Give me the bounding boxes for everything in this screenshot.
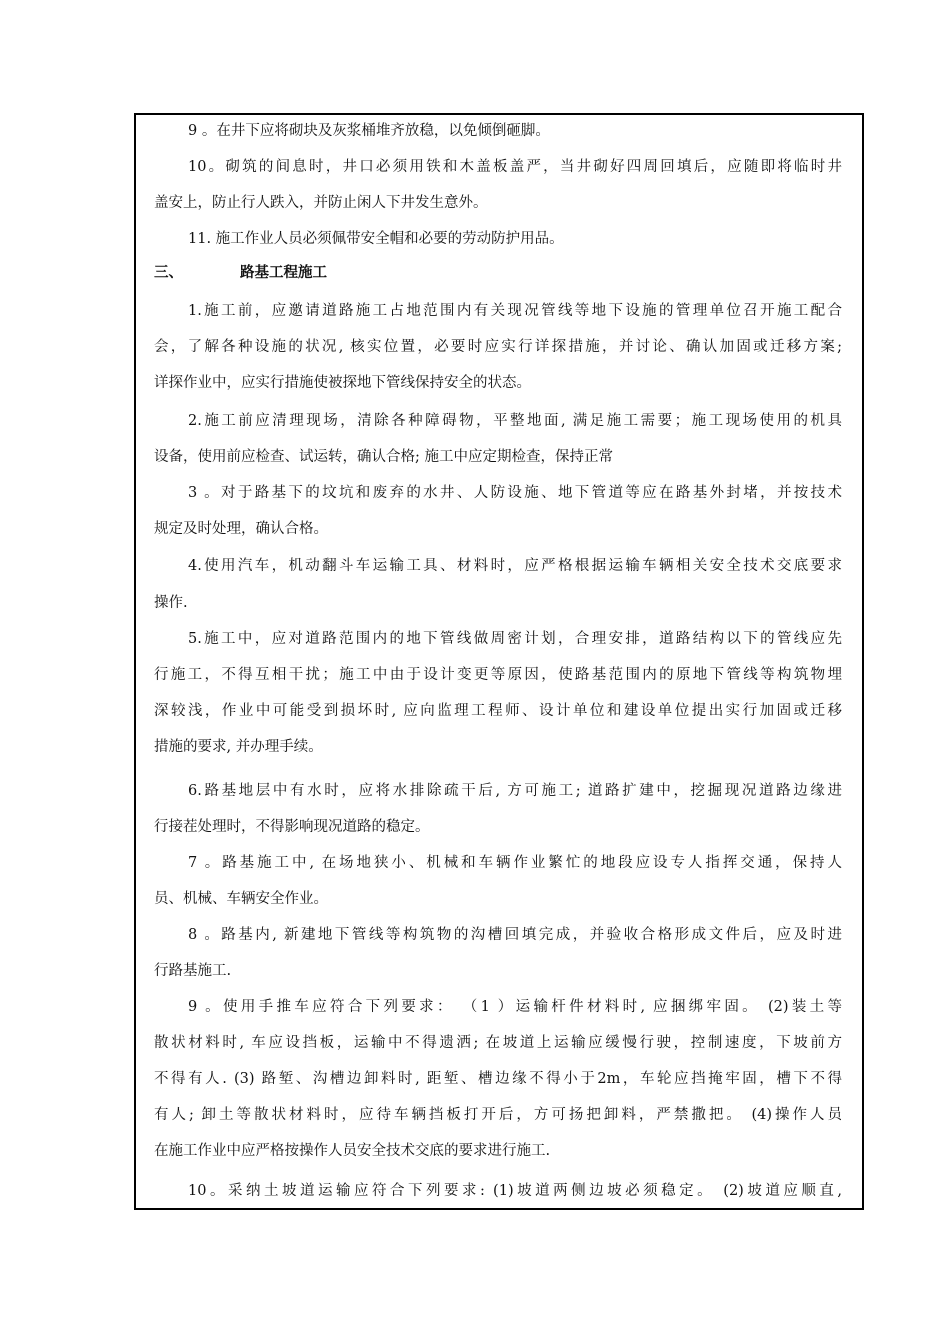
paragraph-line: 9 。使用手推车应符合下列要求： （1 ）运输杆件材料时, 应捆绑牢固。 (2)装土等 <box>188 999 842 1015</box>
paragraph-line: 9 。在井下应将砌块及灰浆桶堆齐放稳，以免倾倒砸脚。 <box>188 123 550 139</box>
document-frame <box>134 113 864 1210</box>
paragraph-line: 6.路基地层中有水时，应将水排除疏干后, 方可施工; 道路扩建中，挖掘现况道路边缘进 <box>188 783 842 799</box>
paragraph-line: 10。采纳土坡道运输应符合下列要求: (1)坡道两侧边坡必须稳定。 (2)坡道应顺直, <box>188 1183 842 1199</box>
paragraph-line: 5.施工中，应对道路范围内的地下管线做周密计划，合理安排，道路结构以下的管线应先 <box>188 631 842 647</box>
paragraph-line: 10。砌筑的间息时，井口必须用铁和木盖板盖严，当井砌好四周回填后，应随即将临时井 <box>188 159 842 175</box>
paragraph-line: 散状材料时, 车应设挡板，运输中不得遗洒; 在坡道上运输应缓慢行驶，控制速度，下坡前方 <box>154 1035 842 1051</box>
paragraph-line: 不得有人. (3) 路堑、沟槽边卸料时, 距堑、槽边缘不得小于2m，车轮应挡掩牢固，槽下不得 <box>154 1071 842 1087</box>
paragraph-line: 1.施工前，应邀请道路施工占地范围内有关现况管线等地下设施的管理单位召开施工配合 <box>188 303 842 319</box>
paragraph-line: 规定及时处理，确认合格。 <box>154 521 328 537</box>
paragraph-line: 措施的要求, 并办理手续。 <box>154 739 323 755</box>
paragraph-line: 深较浅，作业中可能受到损坏时, 应向监理工程师、设计单位和建设单位提出实行加固或迁移 <box>154 703 842 719</box>
paragraph-line: 7 。路基施工中, 在场地狭小、机械和车辆作业繁忙的地段应设专人指挥交通，保持人 <box>188 855 842 871</box>
paragraph-line: 详探作业中，应实行措施使被探地下管线保持安全的状态。 <box>154 375 531 391</box>
paragraph-line: 2.施工前应清理现场，清除各种障碍物，平整地面, 满足施工需要；施工现场使用的机具 <box>188 413 842 429</box>
paragraph-line: 有人; 卸土等散状材料时，应待车辆挡板打开后，方可扬把卸料，严禁撒把。 (4)操作人员 <box>154 1107 842 1123</box>
paragraph-line: 4.使用汽车，机动翻斗车运输工具、材料时，应严格根据运输车辆相关安全技术交底要求 <box>188 558 842 574</box>
section-title: 路基工程施工 <box>240 264 327 281</box>
paragraph-line: 行施工，不得互相干扰；施工中由于设计变更等原因，使路基范围内的原地下管线等构筑物埋 <box>154 667 842 683</box>
paragraph-line: 设备，使用前应检查、试运转，确认合格; 施工中应定期检查，保持正常 <box>154 449 613 465</box>
paragraph-line: 在施工作业中应严格按操作人员安全技术交底的要求进行施工. <box>154 1143 551 1159</box>
paragraph-line: 会，了解各种设施的状况, 核实位置，必要时应实行详探措施，并讨论、确认加固或迁移方案; <box>154 339 842 355</box>
paragraph-line: 操作. <box>154 595 188 611</box>
section-number: 三、 <box>154 264 183 281</box>
paragraph-line: 盖安上，防止行人跌入，并防止闲人下井发生意外。 <box>154 195 488 211</box>
paragraph-line: 行接茬处理时，不得影响现况道路的稳定。 <box>154 819 430 835</box>
paragraph-line: 11. 施工作业人员必须佩带安全帽和必要的劳动防护用品。 <box>188 231 564 247</box>
section-heading <box>154 263 327 283</box>
paragraph-line: 员、机械、车辆安全作业。 <box>154 891 328 907</box>
paragraph-line: 8 。路基内, 新建地下管线等构筑物的沟槽回填完成，并验收合格形成文件后，应及时进 <box>188 927 842 943</box>
paragraph-line: 3 。对于路基下的坟坑和废弃的水井、人防设施、地下管道等应在路基外封堵，并按技术 <box>188 485 842 501</box>
paragraph-line: 行路基施工. <box>154 963 232 979</box>
